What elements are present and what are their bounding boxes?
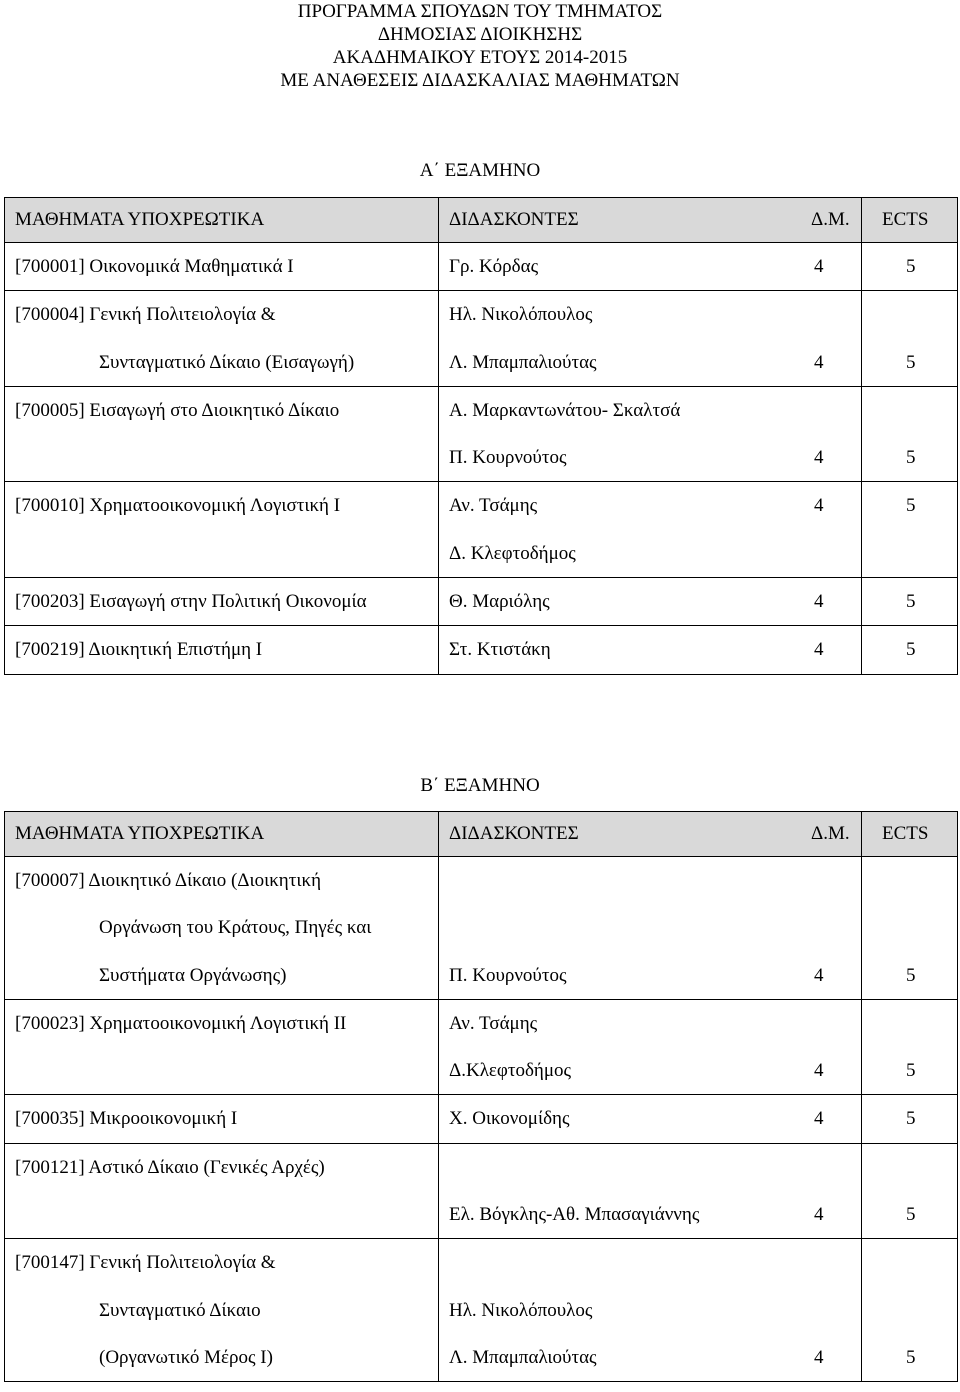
- course-row: [5, 857, 958, 1000]
- instructor-name: Αν. Τσάμης: [449, 1012, 538, 1034]
- dm-header: Δ.Μ.: [811, 823, 850, 844]
- dm-value: 4: [814, 447, 824, 469]
- course-title: [700004] Γενική Πολιτειολογία &: [15, 304, 276, 326]
- instructor-name: Π. Κουρνούτος: [449, 447, 567, 469]
- instructor-name: Λ. Μπαμπαλιούτας: [449, 1346, 597, 1368]
- dm-header: Δ.Μ.: [811, 209, 850, 230]
- course-title-continued: [5, 1191, 438, 1238]
- dm-value: 4: [814, 1060, 824, 1082]
- ects-value: 5: [906, 591, 916, 613]
- course-title-continued: [5, 530, 438, 577]
- instructor-name: Γρ. Κόρδας: [449, 256, 539, 277]
- course-row: [5, 386, 958, 482]
- ects-value: 5: [906, 1060, 916, 1082]
- semester-a-title: Α΄ ΕΞΑΜΗΝΟ: [419, 160, 541, 181]
- dm-value: 4: [814, 495, 824, 517]
- instructor-name: Αν. Τσάμης: [449, 495, 538, 517]
- table-header-row: [5, 198, 958, 243]
- semester-b-title: Β΄ ΕΞΑΜΗΝΟ: [420, 775, 540, 796]
- instructor-name: Ηλ. Νικολόπουλος: [449, 1299, 593, 1321]
- course-row: [5, 999, 958, 1095]
- course-title: [700001] Οικονομικά Μαθηματικά Ι: [15, 256, 294, 277]
- course-row: [5, 1095, 958, 1143]
- course-title-continued: [5, 434, 438, 481]
- course-row: [5, 578, 958, 626]
- courses-header: ΜΑΘΗΜΑΤΑ ΥΠΟΧΡΕΩΤΙΚΑ: [15, 209, 265, 230]
- ects-value: 5: [906, 1346, 916, 1368]
- course-title-continued: [5, 1047, 438, 1094]
- ects-value: 5: [906, 256, 916, 277]
- ects-header: ECTS: [882, 823, 929, 844]
- instructor-name: Δ.Κλεφτοδήμος: [449, 1060, 572, 1082]
- course-title: [700147] Γενική Πολιτειολογία &: [15, 1252, 276, 1274]
- instructor-name: Π. Κουρνούτος: [449, 964, 567, 986]
- ects-value: 5: [906, 964, 916, 986]
- course-title: [700121] Αστικό Δίκαιο (Γενικές Αρχές): [15, 1156, 325, 1178]
- course-row: [5, 1239, 958, 1382]
- course-title: [700007] Διοικητικό Δίκαιο (Διοικητική: [15, 870, 322, 891]
- instructor-name: Α. Μαρκαντωνάτου- Σκαλτσά: [449, 399, 681, 421]
- dm-value: 4: [814, 256, 824, 277]
- course-title: [700023] Χρηματοοικονομική Λογιστική ΙΙ: [15, 1012, 347, 1034]
- course-row: [5, 243, 958, 291]
- document-title: [0, 0, 960, 92]
- instructors-header: ΔΙΔΑΣΚΟΝΤΕΣ: [449, 823, 579, 844]
- title-line: ΠΡΟΓΡΑΜΜΑ ΣΠΟΥΔΩΝ ΤΟΥ ΤΜΗΜΑΤΟΣ: [297, 1, 663, 22]
- course-row: [5, 482, 958, 578]
- dm-value: 4: [814, 591, 824, 613]
- dm-value: 4: [814, 639, 824, 661]
- table-header-row: [5, 812, 958, 857]
- ects-value: 5: [906, 639, 916, 661]
- instructors-header: ΔΙΔΑΣΚΟΝΤΕΣ: [449, 209, 579, 230]
- title-line: ΑΚΑΔΗΜΑΙΚΟΥ ΕΤΟΥΣ 2014-2015: [332, 47, 628, 68]
- instructor-name: Θ. Μαριόλης: [449, 591, 550, 613]
- dm-value: 4: [814, 1204, 824, 1226]
- ects-header: ECTS: [882, 209, 929, 230]
- semester-a-table: [4, 197, 958, 675]
- title-line: ΔΗΜΟΣΙΑΣ ΔΙΟΙΚΗΣΗΣ: [377, 24, 583, 45]
- course-title-continued: Συνταγματικό Δίκαιο (Εισαγωγή): [99, 351, 355, 373]
- course-title: [700010] Χρηματοοικονομική Λογιστική Ι: [15, 495, 341, 517]
- dm-value: 4: [814, 1108, 824, 1130]
- ects-value: 5: [906, 495, 916, 517]
- instructor-name: Δ. Κλεφτοδήμος: [449, 542, 576, 564]
- course-title: [700203] Εισαγωγή στην Πολιτική Οικονομία: [15, 591, 367, 613]
- course-title-continued: Συστήματα Οργάνωσης): [99, 964, 287, 986]
- dm-value: 4: [814, 351, 824, 373]
- course-row: [5, 291, 958, 387]
- instructor-name: Λ. Μπαμπαλιούτας: [449, 351, 597, 373]
- course-title: [700219] Διοικητική Επιστήμη Ι: [15, 639, 263, 661]
- instructor-name: Ηλ. Νικολόπουλος: [449, 304, 593, 326]
- course-title: [700035] Μικροοικονομική Ι: [15, 1108, 238, 1130]
- course-title: [700005] Εισαγωγή στο Διοικητικό Δίκαιο: [15, 399, 340, 421]
- dm-value: 4: [814, 1346, 824, 1368]
- course-title-continued: (Οργανωτικό Μέρος Ι): [99, 1346, 273, 1368]
- ects-value: 5: [906, 1204, 916, 1226]
- ects-value: 5: [906, 1108, 916, 1130]
- course-title-continued: Συνταγματικό Δίκαιο: [99, 1299, 261, 1321]
- instructor-name: Χ. Οικονομίδης: [449, 1108, 570, 1130]
- semester-b-table: [4, 811, 958, 1382]
- course-row: [5, 1143, 958, 1239]
- courses-header: ΜΑΘΗΜΑΤΑ ΥΠΟΧΡΕΩΤΙΚΑ: [15, 823, 265, 844]
- ects-value: 5: [906, 447, 916, 469]
- course-title-continued: Οργάνωση του Κράτους, Πηγές και: [99, 917, 372, 939]
- dm-value: 4: [814, 964, 824, 986]
- instructor-name: Στ. Κτιστάκη: [449, 639, 551, 661]
- ects-value: 5: [906, 351, 916, 373]
- instructor-name: Ελ. Βόγκλης-Αθ. Μπασαγιάννης: [449, 1204, 700, 1226]
- title-line: ΜΕ ΑΝΑΘΕΣΕΙΣ ΔΙΔΑΣΚΑΛΙΑΣ ΜΑΘΗΜΑΤΩΝ: [280, 70, 680, 91]
- course-row: [5, 626, 958, 674]
